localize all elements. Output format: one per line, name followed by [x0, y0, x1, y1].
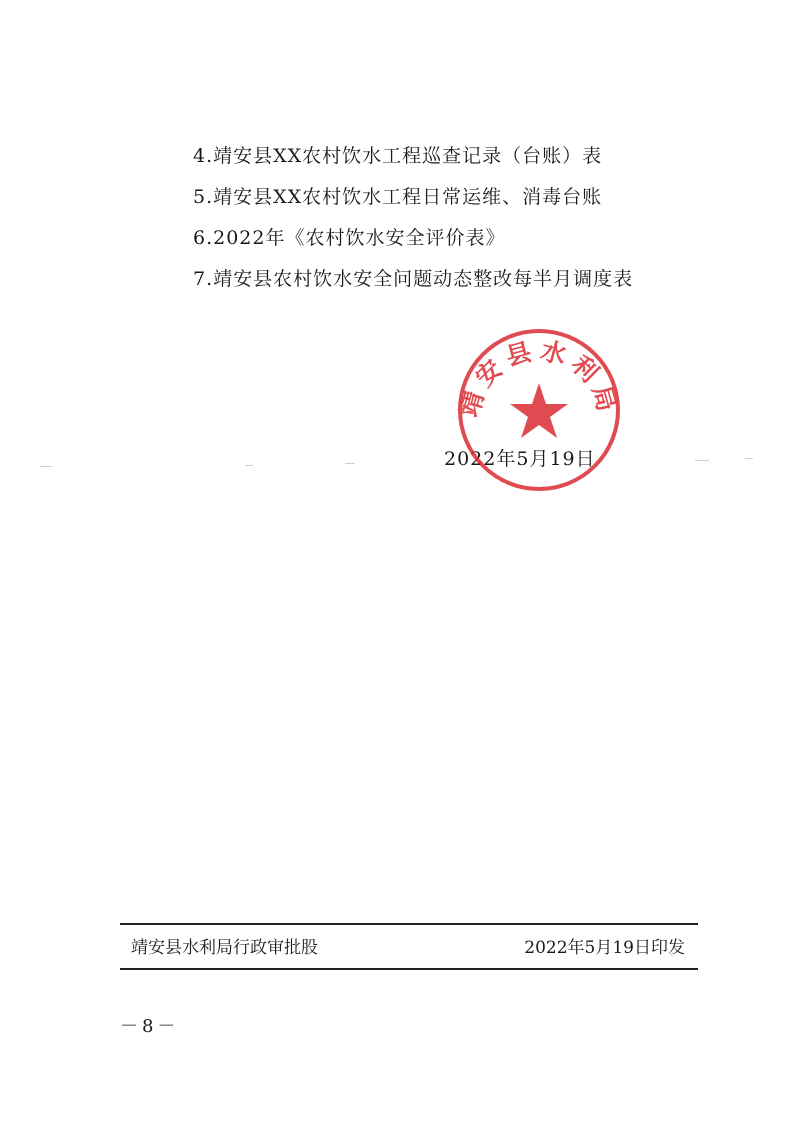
official-seal-icon: [455, 326, 623, 494]
footer-issuer: 靖安县水利局行政审批股: [131, 938, 318, 958]
seal-text: 靖安县水利局: [455, 335, 623, 421]
footer-issue-date: 2022年5月19日印发: [524, 938, 685, 958]
scan-artifact: [745, 458, 753, 459]
attachment-list: [193, 146, 633, 310]
scan-artifact: [40, 466, 52, 467]
page-number: －8－: [120, 1016, 180, 1037]
signature-date: 2022年5月19日: [444, 448, 596, 470]
scan-artifact: [345, 463, 355, 464]
scan-artifact: [695, 460, 709, 461]
attachment-item: 6.2022年《农村饮水安全评价表》: [193, 227, 506, 249]
attachment-item: 4.靖安县XX农村饮水工程巡查记录（台账）表: [193, 145, 603, 167]
scan-artifact: [245, 465, 253, 466]
attachment-item: 7.靖安县农村饮水安全问题动态整改每半月调度表: [193, 268, 634, 290]
footer-top-rule: [120, 923, 698, 925]
footer-bottom-rule: [120, 968, 698, 970]
attachment-item: 5.靖安县XX农村饮水工程日常运维、消毒台账: [193, 186, 603, 208]
